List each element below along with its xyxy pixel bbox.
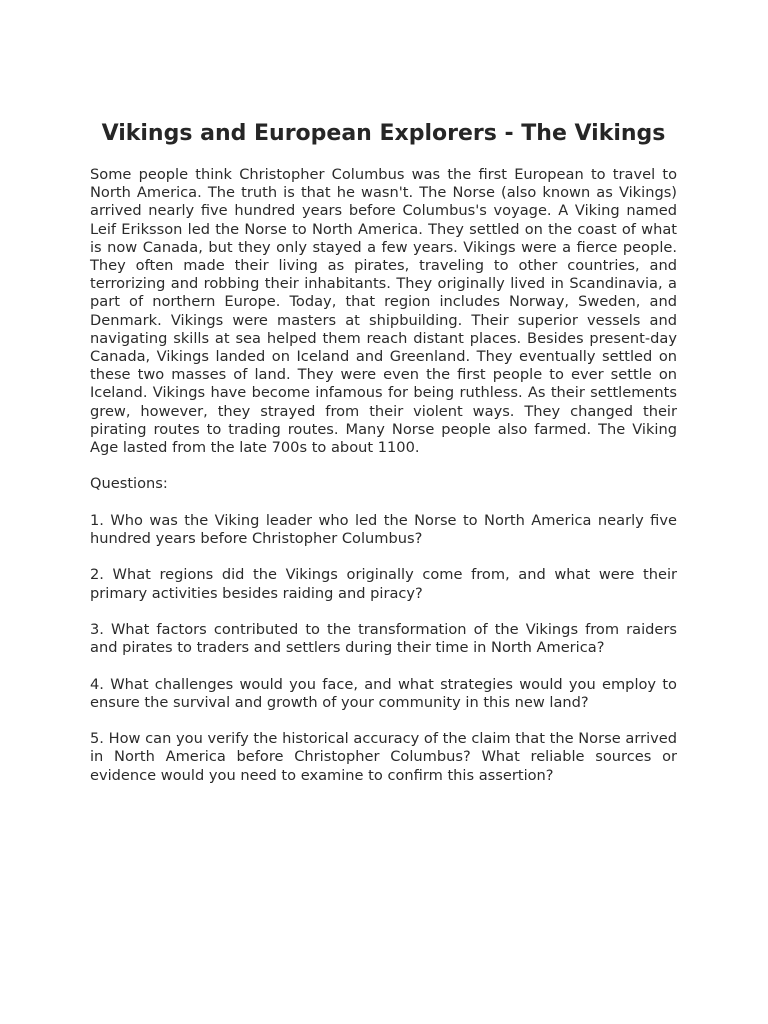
question-4: 4. What challenges would you face, and what strategies would you employ to ensure the survival and growth of your community in this new land? bbox=[90, 675, 677, 711]
document-page bbox=[90, 118, 677, 785]
question-1: 1. Who was the Viking leader who led the Norse to North America nearly five hundred years before Christopher Columbus? bbox=[90, 511, 677, 548]
passage-text: Some people think Christopher Columbus was the first European to travel to North America. The truth is that he wasn't. The Norse (also known as Vikings) arrived nearly five hundred years before Columbus's voyage. A Viking named Leif Eriksson led the Norse to North America. They settled on the coast of what is now Canada, but they only stayed a few years. Vikings were a fierce people. They often made their living as pirates, traveling to other countries, and terrorizing and robbing their inhabitants. They originally lived in Scandinavia, a part of northern Europe. Today, that region includes Norway, Sweden, and Denmark. Vikings were masters at shipbuilding. Their superior vessels and navigating skills at sea helped them reach distant places. Besides present-day Canada, Vikings landed on Iceland and Greenland. They eventually settled on these two masses of land. They were even the first people to ever settle on Iceland. Vikings have become infamous for being ruthless. As their settlements grew, however, they strayed from their violent ways. They changed their pirating routes to trading routes. Many Norse people also farmed. The Viking Age lasted from the late 700s to about 1100. bbox=[90, 166, 677, 457]
document-title: Vikings and European Explorers - The Vikings bbox=[101, 121, 666, 146]
question-2: 2. What regions did the Vikings originally come from, and what were their primary activities besides raiding and piracy? bbox=[90, 566, 677, 602]
questions-heading: Questions: bbox=[90, 475, 168, 493]
question-3: 3. What factors contributed to the transformation of the Vikings from raiders and pirates to traders and settlers during their time in North America? bbox=[90, 621, 677, 657]
question-5: 5. How can you verify the historical accuracy of the claim that the Norse arrived in North America before Christopher Columbus? What reliable sources or evidence would you need to examine to confirm this assertion? bbox=[90, 730, 677, 784]
